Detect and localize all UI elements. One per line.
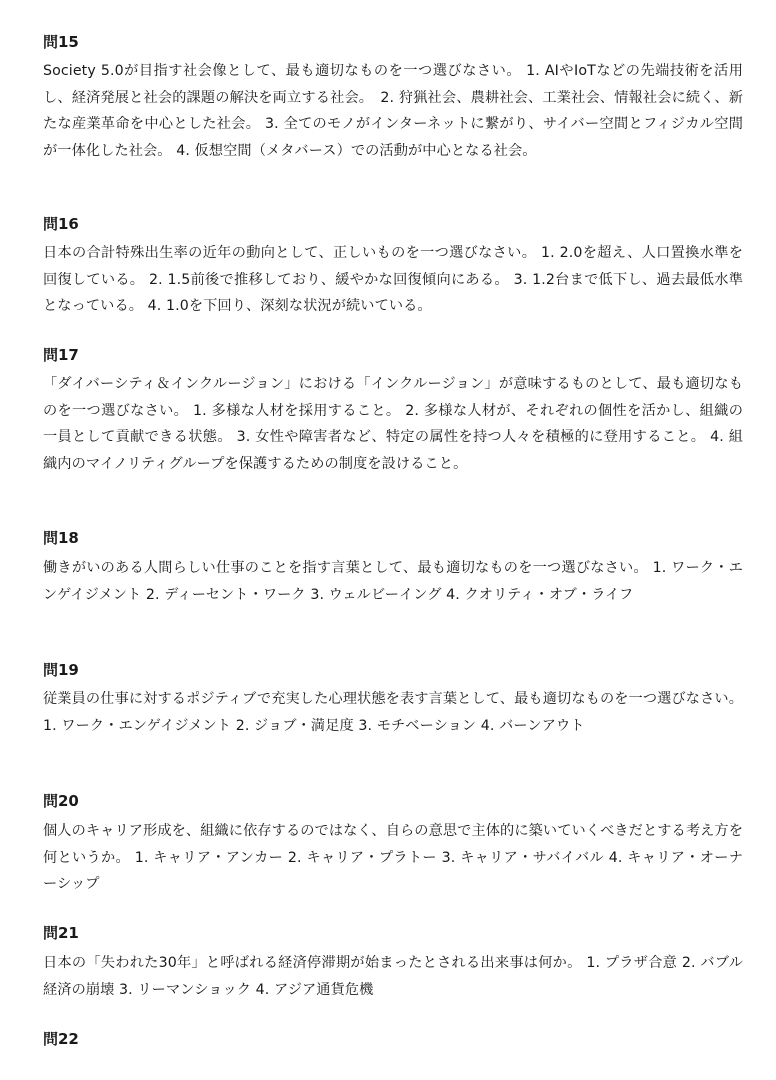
question-17-text: 「ダイバーシティ＆インクルージョン」における「インクルージョン」が意味するものとして、最も適切なものを一つ選びなさい。 1. 多様な人材を採用すること。 2. 多様な人材が、それぞれの個性を活かし、組織の一員として貢献できる状態。 3. 女性や障害者など、特定の属性を持つ人々を積極的に登用すること。 4. 組織内のマイノリティグループを保護するための制度を設けること。 [43, 376, 743, 472]
question-19-text: 従業員の仕事に対するポジティブで充実した心理状態を表す言葉として、最も適切なものを一つ選びなさい。 1. ワーク・エンゲイジメント 2. ジョブ・満足度 3. モチベーション 4. バーンアウト [43, 691, 743, 734]
question-20-text: 個人のキャリア形成を、組織に依存するのではなく、自らの意思で主体的に築いていくべきだとする考え方を何というか。 1. キャリア・アンカー 2. キャリア・プラトー 3. キャリア・サバイバル 4. キャリア・オーナーシップ [43, 823, 743, 893]
question-18-title: 問18 [43, 529, 79, 547]
question-19-title: 問19 [43, 661, 79, 679]
question-15-title: 問15 [43, 33, 79, 51]
question-22-title: 問22 [43, 1030, 79, 1048]
question-18-text: 働きがいのある人間らしい仕事のことを指す言葉として、最も適切なものを一つ選びなさい。 1. ワーク・エンゲイジメント 2. ディーセント・ワーク 3. ウェルビーイング 4. クオリティ・オブ・ライフ [43, 560, 743, 603]
question-21-text: 日本の「失われた30年」と呼ばれる経済停滞期が始まったとされる出来事は何か。 1. プラザ合意 2. バブル経済の崩壊 3. リーマンショック 4. アジア通貨危機 [43, 955, 743, 998]
question-15-text: Society 5.0が目指す社会像として、最も適切なものを一つ選びなさい。 1. AIやIoTなどの先端技術を活用し、経済発展と社会的課題の解決を両立する社会。 2. 狩猟社会、農耕社会、工業社会、情報社会に続く、新たな産業革命を中心とした社会。 3. 全てのモノがインターネットに繋がり、サイバー空間とフィジカル空間が一体化した社会。 4. 仮想空間（メタバース）での活動が中心となる社会。 [43, 63, 743, 159]
question-16-title: 問16 [43, 215, 79, 233]
question-20-title: 問20 [43, 792, 79, 810]
question-17-title: 問17 [43, 346, 79, 364]
question-21-title: 問21 [43, 924, 79, 942]
question-16-text: 日本の合計特殊出生率の近年の動向として、正しいものを一つ選びなさい。 1. 2.0を超え、人口置換水準を回復している。 2. 1.5前後で推移しており、緩やかな回復傾向にある。 3. 1.2台まで低下し、過去最低水準となっている。 4. 1.0を下回り、深刻な状況が続いている。 [43, 245, 743, 315]
